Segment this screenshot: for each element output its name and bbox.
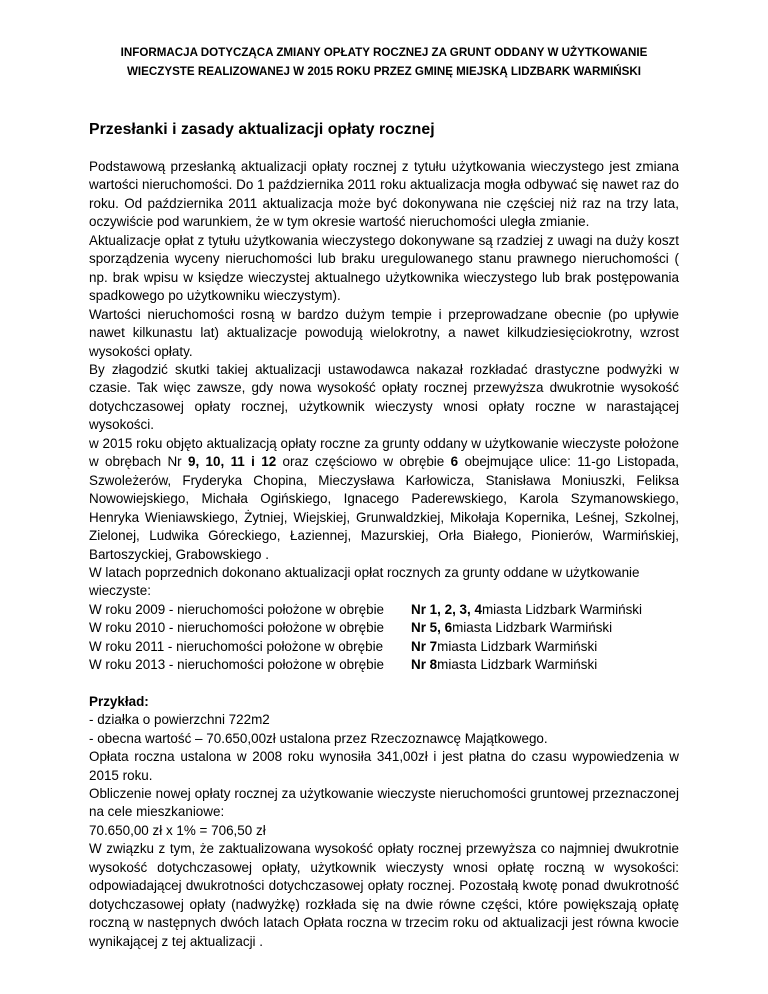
list-item: W roku 2013 - nieruchomości położone w obrębie Nr 8 miasta Lidzbark Warmiński [89, 657, 598, 673]
paragraph-5: w 2015 roku objęto aktualizacją opłaty roczne za grunty oddany w użytkowanie wieczyste położone w obrębach Nr 9, 10, 11 i 12 oraz częściowo w obrębie 6 obejmujące ulice: 11-go Listopada, Szwoleżerów, Fryderyka Chopina, Mieczysława Karłowicza, Stanisława Moniuszki, Feliksa Nowowiejskiego, Michała Ogińskiego, Ignacego Paderewskiego, Karola Szymanowskiego, Henryka Wieniawskiego, Żytniej, Wiejskiej, Grunwaldzkiej, Mikołaja Kopernika, Leśnej, Szkolnej, Zielonej, Ludwika Góreckiego, Łaziennej, Mazurskiej, Orła Białego, Pionierów, Warmińskiej, Bartoszyckiej, Grabowskiego . [89, 435, 679, 562]
update-years-list [89, 601, 679, 675]
paragraph-6: W latach poprzednich dokonano aktualizacji opłat rocznych za grunty oddane w użytkowanie wieczyste: [89, 564, 640, 599]
section-heading: Przesłanki i zasady aktualizacji opłaty rocznej [89, 121, 435, 138]
example-line-2: - obecna wartość – 70.650,00zł ustalona przez Rzeczoznawcę Majątkowego. [89, 730, 548, 746]
document-title: INFORMACJA DOTYCZĄCA ZMIANY OPŁATY ROCZNEJ ZA GRUNT ODDANY W UŻYTKOWANIE WIECZYSTE REALIZOWANEJ W 2015 ROKU PRZEZ GMINĘ MIEJSKĄ LIDZBARK WARMIŃSKI [120, 46, 648, 78]
example-line-3: Opłata roczna ustalona w 2008 roku wynosiła 341,00zł i jest płatna do czasu wypowiedzenia w 2015 roku. [89, 749, 679, 783]
example-line-1: - działka o powierzchni 722m2 [89, 712, 270, 728]
paragraph-1: Podstawową przesłanką aktualizacji opłaty rocznej z tytułu użytkowania wieczystego jest zmiana wartości nieruchomości. Do 1 października 2011 roku aktualizacja mogła odbywać się nawet raz do roku. Od października 2011 aktualizacja może być dokonywana nie częściej niż raz na trzy lata, oczywiście pod warunkiem, że w tym okresie wartość nieruchomości uległa zmianie. [89, 159, 679, 230]
example-calculation: 70.650,00 zł x 1% = 706,50 zł [89, 822, 266, 838]
list-item: W roku 2009 - nieruchomości położone w obrębie Nr 1, 2, 3, 4 miasta Lidzbark Warmiński [89, 601, 643, 617]
example-conclusion: W związku z tym, że zaktualizowana wysokość opłaty rocznej przewyższa co najmniej dwukrotnie wysokość dotychczasowej opłaty, użytkownik wieczysty wnosi opłatę roczną w wysokości: odpowiadającej dwukrotności dotychczasowej opłaty rocznej. Pozostałą kwotę ponad dwukrotność dotychczasowej opłaty (nadwyżkę) rozkłada się na dwie równe części, które powiększają opłatę roczną w następnych dwóch latach Opłata roczna w trzecim roku od aktualizacji jest równa kwocie wynikającej z tej aktualizacji . [89, 841, 679, 949]
document-body [89, 158, 679, 951]
list-item: W roku 2011 - nieruchomości położone w obrębie Nr 7 miasta Lidzbark Warmiński [89, 638, 598, 654]
example-line-4: Obliczenie nowej opłaty rocznej za użytkowanie wieczyste nieruchomości gruntowej przeznaczonej na cele mieszkaniowe: [89, 785, 679, 820]
list-item: W roku 2010 - nieruchomości położone w obrębie Nr 5, 6 miasta Lidzbark Warmiński [89, 620, 613, 636]
paragraph-2: Aktualizacje opłat z tytułu użytkowania wieczystego dokonywane są rzadziej z uwagi na duży koszt sporządzenia wyceny nieruchomości lub braku uregulowanego stanu prawnego nieruchomości ( np. brak wpisu w księdze wieczystej aktualnego użytkownika wieczystego lub brak postępowania spadkowego po użytkowniku wieczystym). [89, 232, 679, 304]
example-heading: Przykład: [89, 693, 149, 709]
paragraph-3: Wartości nieruchomości rosną w bardzo dużym tempie i przeprowadzane obecnie (po upływie nawet kilkunastu lat) aktualizacje powodują wielokrotny, a nawet kilkudziesięciokrotny, wzrost wysokości opłaty. [89, 306, 679, 359]
paragraph-4: By złagodzić skutki takiej aktualizacji ustawodawca nakazał rozkładać drastyczne podwyżki w czasie. Tak więc zawsze, gdy nowa wysokość opłaty rocznej przewyższa dwukrotnie wysokość dotychczasowej opłaty rocznej, użytkownik wieczysty wnosi opłaty roczne w narastającej wysokości. [89, 361, 679, 433]
